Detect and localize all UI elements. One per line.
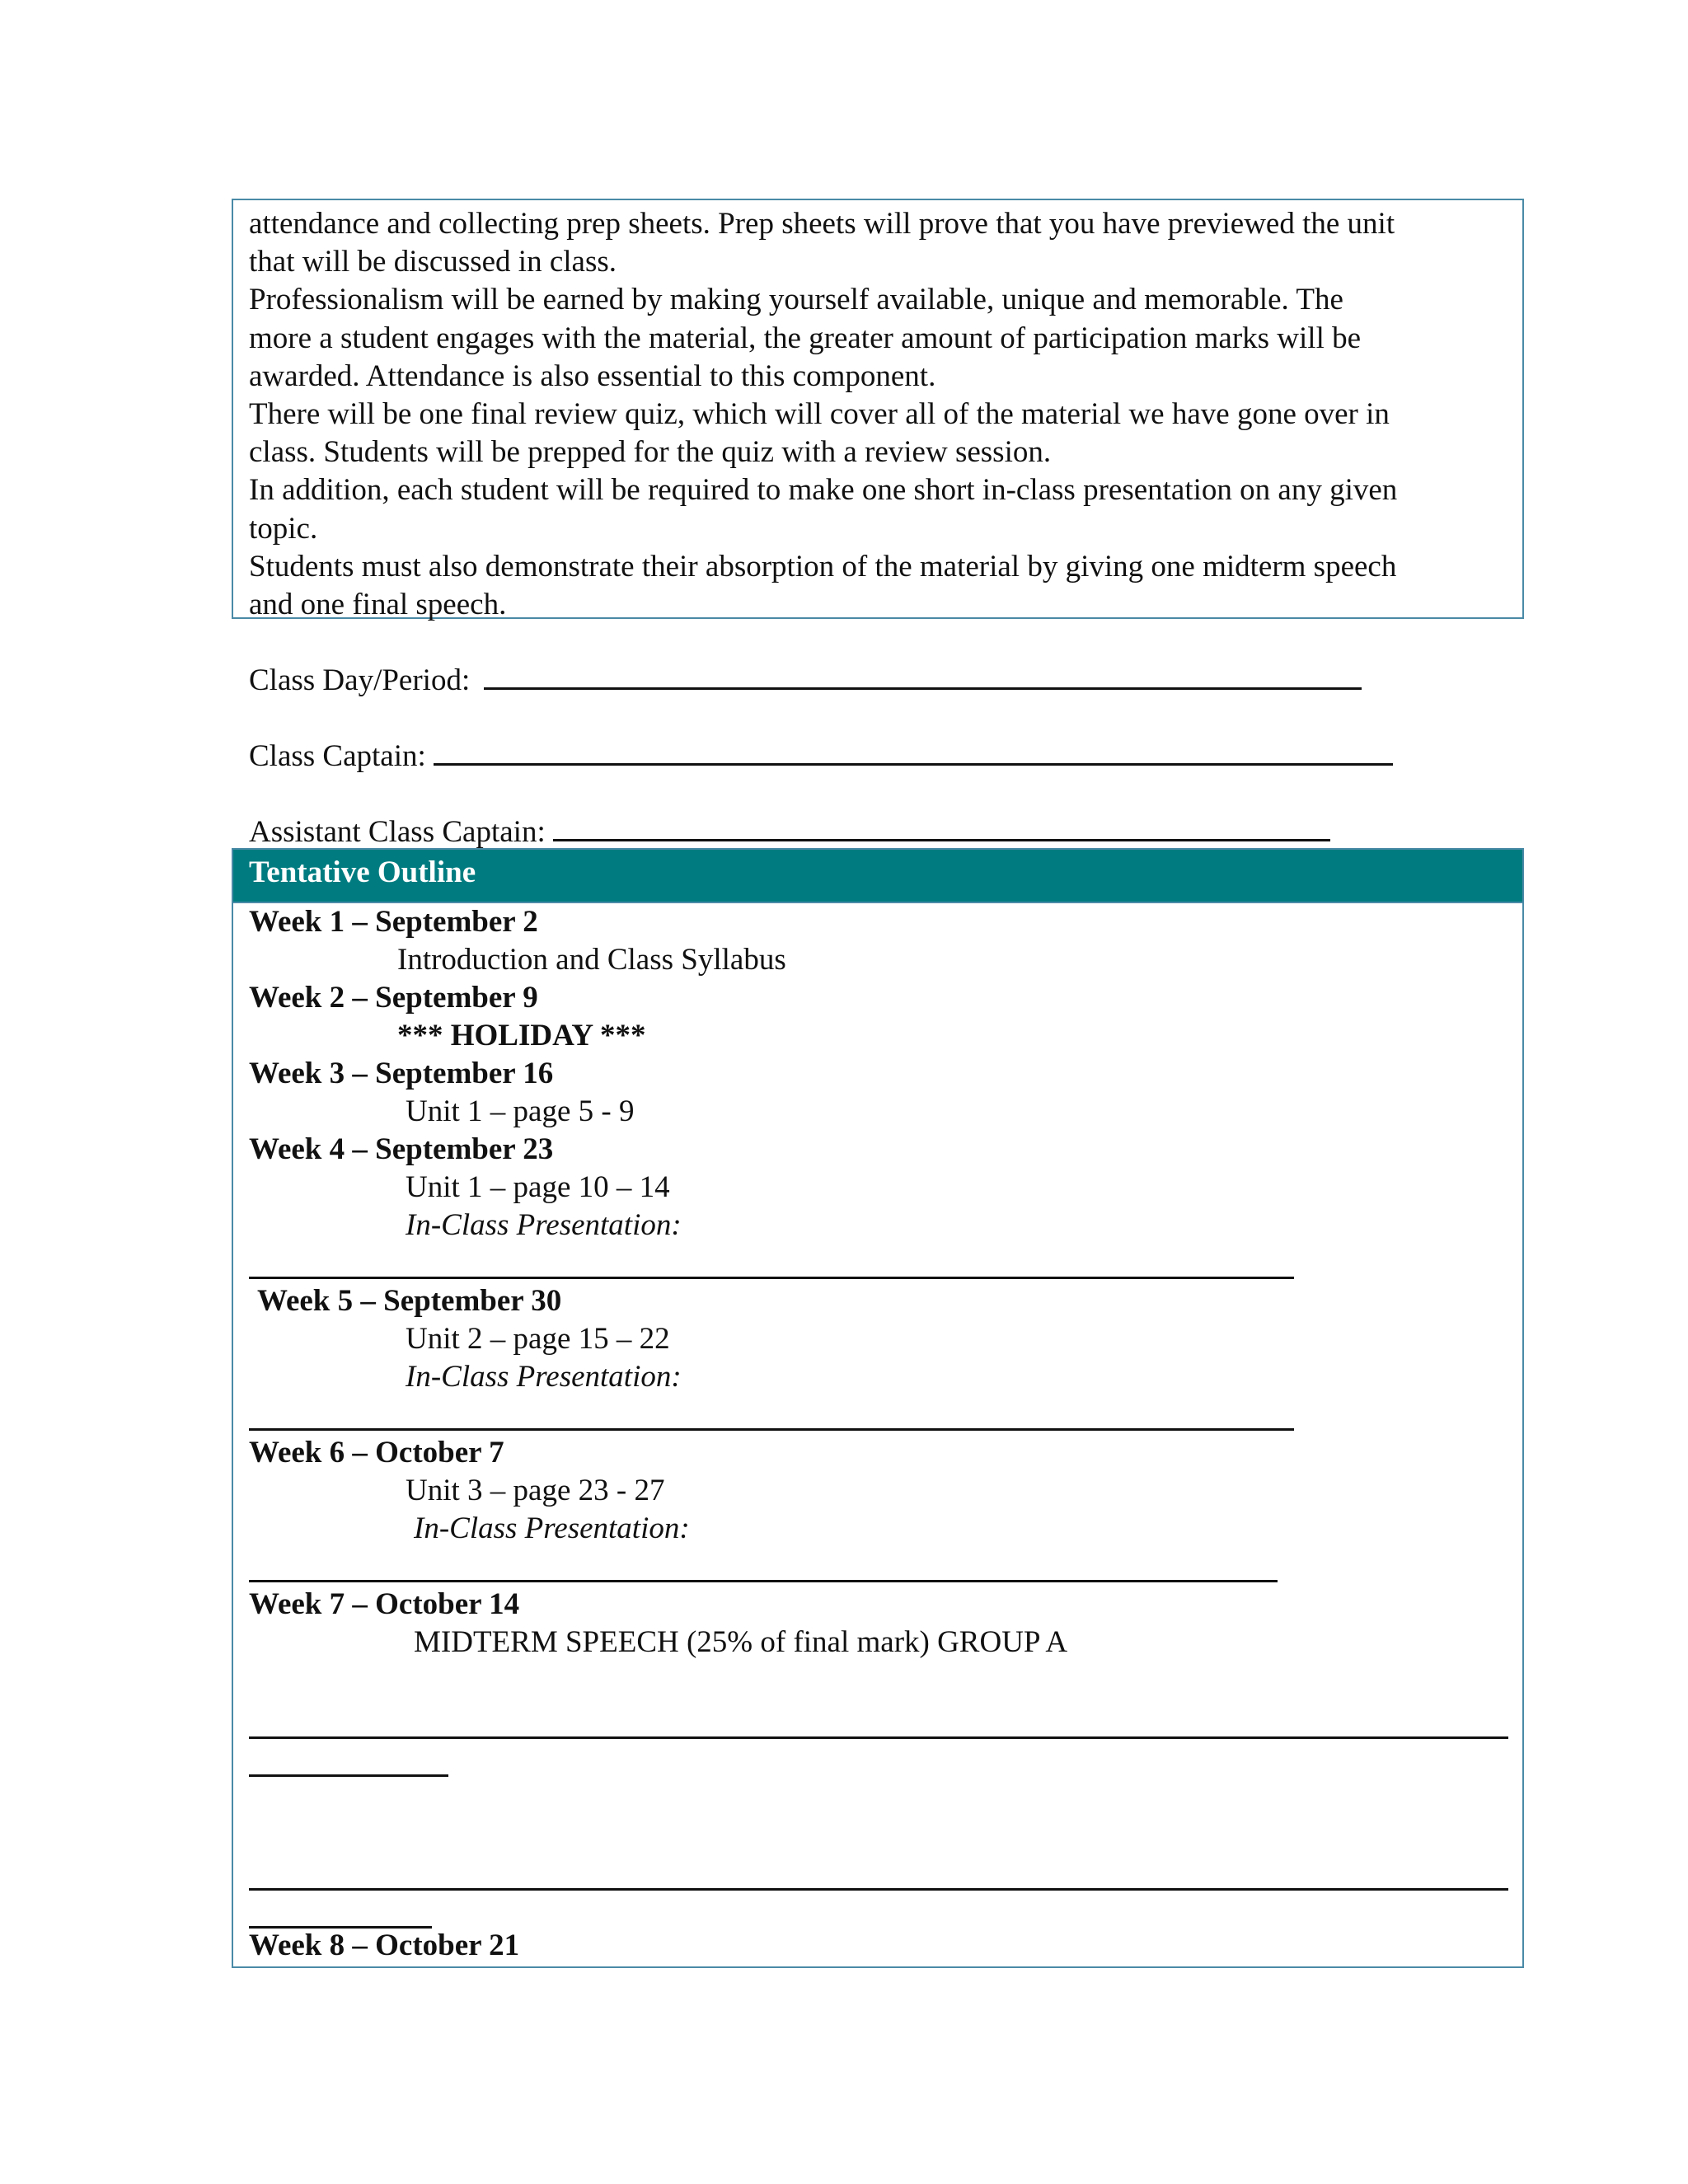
week-6-item: Unit 3 – page 23 - 27 — [406, 1474, 665, 1507]
week-7-heading: Week 7 – October 14 — [249, 1587, 520, 1621]
class-captain-blank[interactable] — [434, 742, 1393, 766]
class-captain-label: Class Captain: — [249, 739, 426, 773]
course-description-box — [232, 199, 1524, 622]
class-captain-field — [249, 738, 1393, 775]
class-day-blank[interactable] — [484, 666, 1362, 690]
week-2-holiday: *** HOLIDAY *** — [397, 1019, 646, 1052]
week-4-presentation: In-Class Presentation: — [406, 1208, 682, 1242]
week-1-heading: Week 1 – September 2 — [249, 905, 538, 939]
week-6-presentation: In-Class Presentation: — [414, 1511, 690, 1545]
description-line: more a student engages with the material, the greater amount of participation marks will be — [249, 321, 1362, 355]
description-line: attendance and collecting prep sheets. Prep sheets will prove that you have previewed the unit — [249, 207, 1395, 241]
class-day-field — [249, 663, 1362, 699]
week-7-item: MIDTERM SPEECH (25% of final mark) GROUP A — [414, 1625, 1068, 1659]
description-line: that will be discussed in class. — [249, 245, 617, 279]
week-2-heading: Week 2 – September 9 — [249, 981, 538, 1015]
week-4-item: Unit 1 – page 10 – 14 — [406, 1170, 670, 1204]
assistant-captain-label: Assistant Class Captain: — [249, 815, 546, 849]
week-4-presentation-line[interactable] — [249, 1277, 1294, 1279]
week-5-heading: Week 5 – September 30 — [257, 1284, 562, 1318]
description-line: Professionalism will be earned by making yourself available, unique and memorable. The — [249, 283, 1343, 317]
week-5-presentation: In-Class Presentation: — [406, 1360, 682, 1394]
description-line: awarded. Attendance is also essential to this component. — [249, 359, 936, 393]
assistant-captain-blank[interactable] — [553, 818, 1330, 841]
week-3-item: Unit 1 – page 5 - 9 — [406, 1094, 635, 1128]
tentative-outline-box — [232, 848, 1524, 1968]
week-4-heading: Week 4 – September 23 — [249, 1132, 554, 1166]
description-line: and one final speech. — [249, 588, 507, 622]
description-line: There will be one final review quiz, which will cover all of the material we have gone over in — [249, 397, 1390, 432]
description-line: class. Students will be prepped for the quiz with a review session. — [249, 435, 1052, 470]
notes-line[interactable] — [249, 1774, 448, 1777]
week-5-presentation-line[interactable] — [249, 1428, 1294, 1431]
assistant-captain-field — [249, 814, 1330, 851]
description-line: In addition, each student will be required to make one short in-class presentation on any given — [249, 473, 1398, 508]
description-line: Students must also demonstrate their absorption of the material by giving one midterm speech — [249, 549, 1397, 583]
class-day-label: Class Day/Period: — [249, 663, 471, 697]
week-6-presentation-line[interactable] — [249, 1580, 1278, 1582]
outline-header: Tentative Outline — [233, 850, 1522, 902]
week-6-heading: Week 6 – October 7 — [249, 1436, 504, 1469]
notes-line[interactable] — [249, 1736, 1508, 1739]
description-line: topic. — [249, 511, 318, 546]
notes-line[interactable] — [249, 1888, 1508, 1891]
week-8-heading: Week 8 – October 21 — [249, 1929, 520, 1962]
week-5-item: Unit 2 – page 15 – 22 — [406, 1322, 670, 1356]
week-3-heading: Week 3 – September 16 — [249, 1057, 554, 1090]
week-1-item: Introduction and Class Syllabus — [397, 943, 786, 977]
